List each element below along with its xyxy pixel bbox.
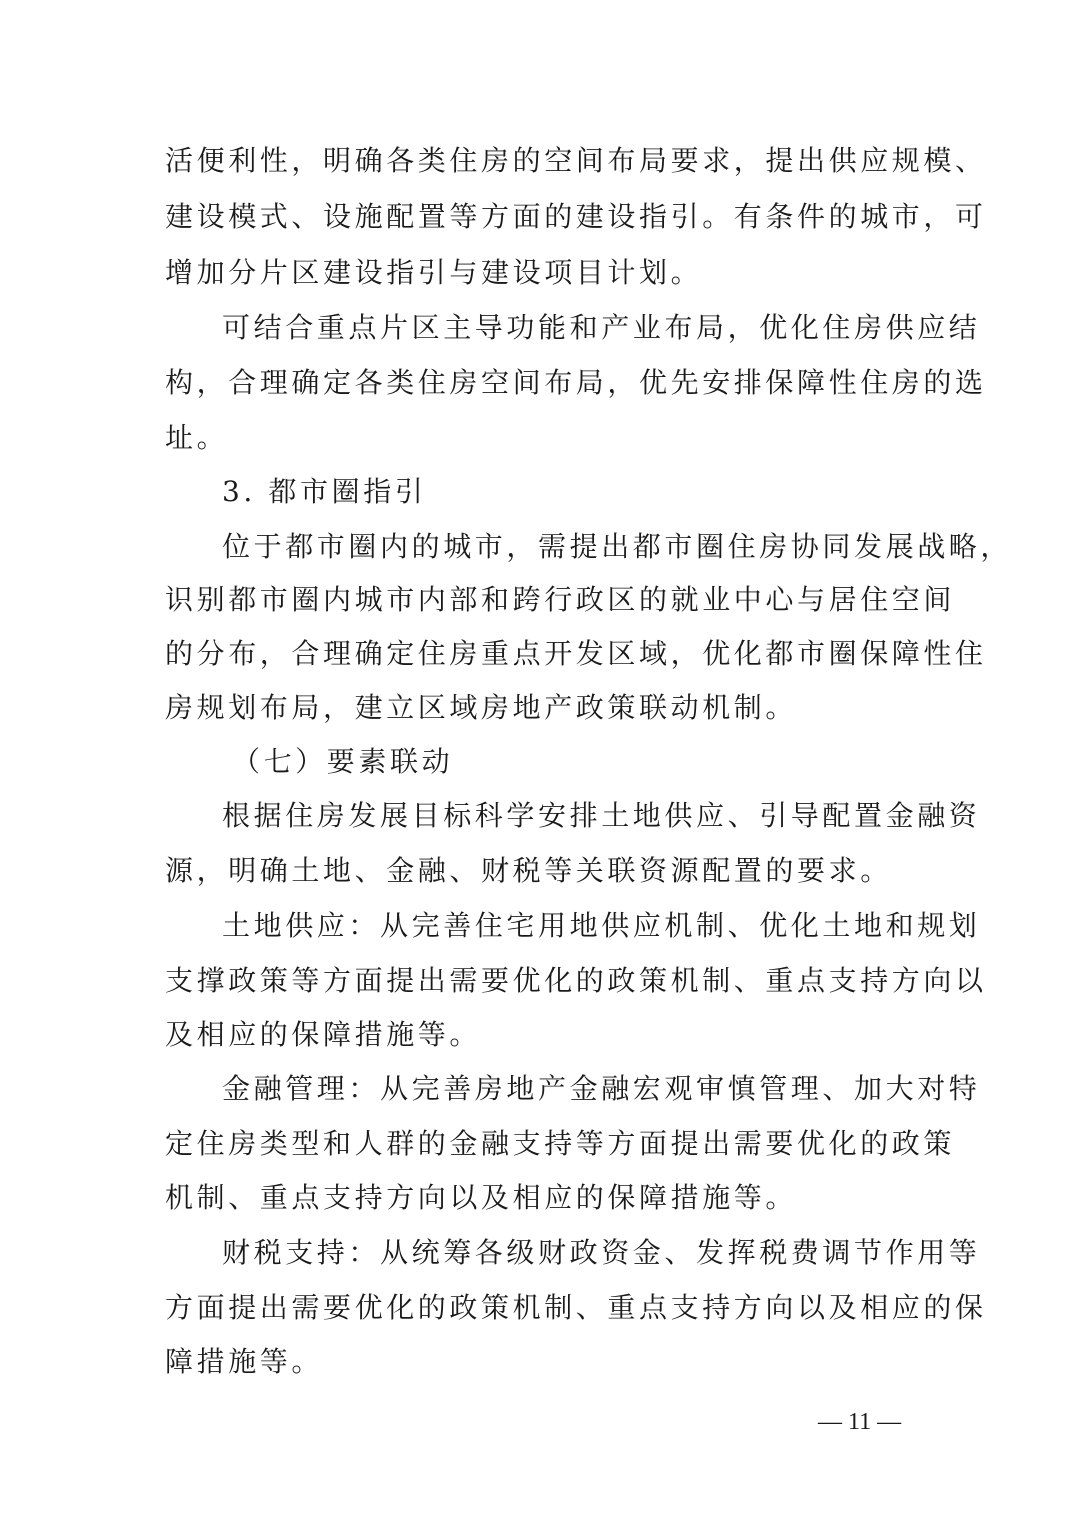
- body-text-line: 机制、重点支持方向以及相应的保障措施等。: [165, 1181, 798, 1214]
- body-text-line: 金融管理：从完善房地产金融宏观审慎管理、加大对特: [222, 1072, 981, 1105]
- body-text-line: 建设模式、设施配置等方面的建设指引。有条件的城市，可: [165, 200, 987, 233]
- body-text-line: 增加分片区建设指引与建设项目计划。: [165, 256, 703, 289]
- body-text-line: 定住房类型和人群的金融支持等方面提出需要优化的政策: [165, 1127, 956, 1160]
- body-text-line: 位于都市圈内的城市，需提出都市圈住房协同发展战略，: [222, 530, 1013, 563]
- subsection-heading: 3. 都市圈指引: [222, 475, 427, 508]
- body-text-line: 方面提出需要优化的政策机制、重点支持方向以及相应的保: [165, 1291, 987, 1324]
- body-text-line: 址。: [165, 421, 229, 454]
- body-text-line: 的分布，合理确定住房重点开发区域，优化都市圈保障性住: [165, 637, 987, 670]
- body-text-line: 识别都市圈内城市内部和跨行政区的就业中心与居住空间: [165, 583, 956, 616]
- body-text-line: 构，合理确定各类住房空间布局，优先安排保障性住房的选: [165, 366, 987, 399]
- page-number: — 11 —: [818, 1409, 902, 1435]
- body-text-line: 及相应的保障措施等。: [165, 1018, 482, 1051]
- body-text-line: 障措施等。: [165, 1345, 324, 1378]
- body-text-line: 土地供应：从完善住宅用地供应机制、优化土地和规划: [222, 909, 981, 942]
- body-text-line: 活便利性，明确各类住房的空间布局要求，提出供应规模、: [165, 144, 987, 177]
- body-text-line: 支撑政策等方面提出需要优化的政策机制、重点支持方向以: [165, 964, 987, 997]
- body-text-line: 源，明确土地、金融、财税等关联资源配置的要求。: [165, 854, 892, 887]
- body-text-line: 可结合重点片区主导功能和产业布局，优化住房供应结: [222, 311, 981, 344]
- body-text-line: 财税支持：从统筹各级财政资金、发挥税费调节作用等: [222, 1236, 981, 1269]
- section-heading: （七）要素联动: [232, 745, 454, 778]
- body-text-line: 根据住房发展目标科学安排土地供应、引导配置金融资: [222, 799, 981, 832]
- body-text-line: 房规划布局，建立区域房地产政策联动机制。: [165, 691, 798, 724]
